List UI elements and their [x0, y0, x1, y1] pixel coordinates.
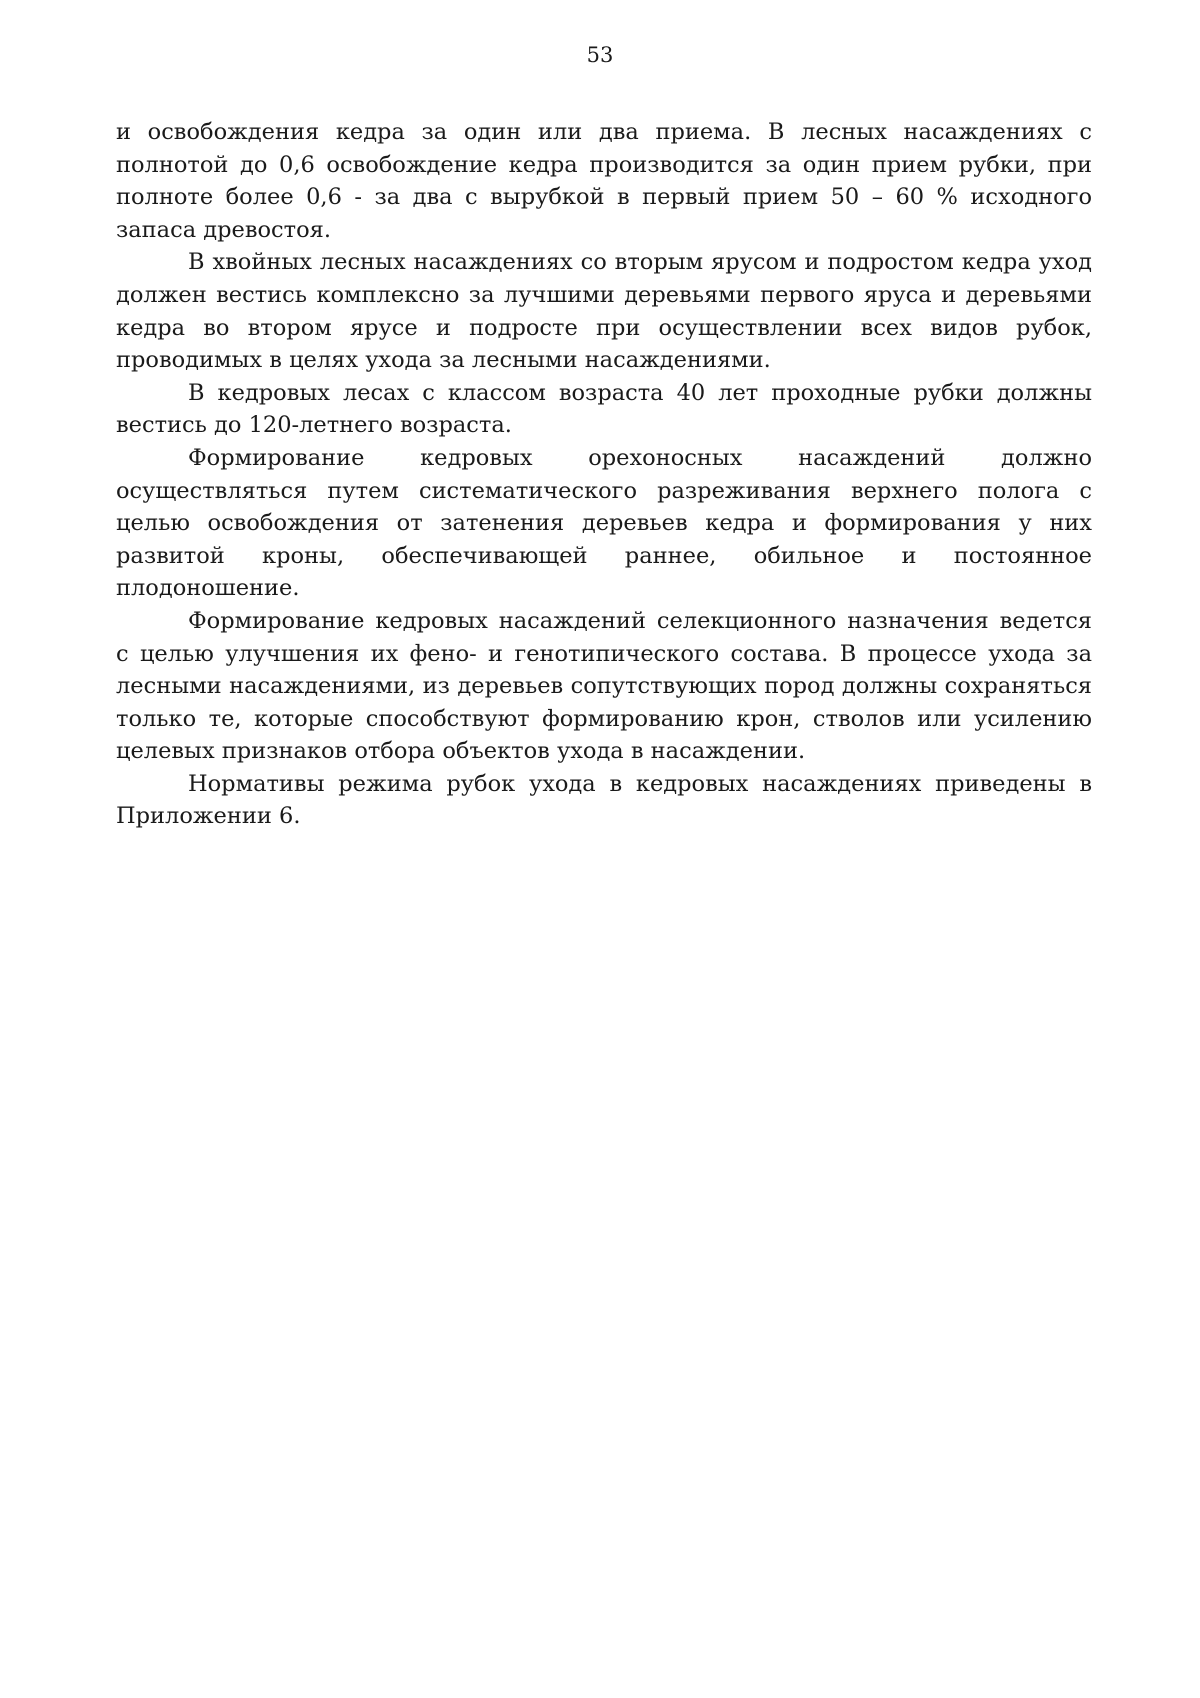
paragraph-coniferous-second-tier: В хвойных лесных насаждениях со вторым ярусом и подростом кедра уход должен вестись комплексно за лучшими деревьями первого яруса и деревьями кедра во втором ярусе и подросте при осуществлении всех видов рубок, проводимых в целях ухода за лесными насаждениями. [116, 249, 1092, 374]
paragraph-appendix-reference: Нормативы режима рубок ухода в кедровых насаждениях приведены в Приложении 6. [116, 770, 1092, 830]
paragraph-thinning-age: В кедровых лесах с классом возраста 40 лет проходные рубки должны вестись до 120-летнего возраста. [116, 379, 1092, 439]
paragraph-continuation: и освобождения кедра за один или два приема. В лесных насаждениях с полнотой до 0,6 освобождение кедра производится за один прием рубки, при полноте более 0,6 - за два с вырубкой в первый прием 50 – 60 % исходного запаса древостоя. [116, 119, 1092, 243]
document-body [116, 116, 1092, 833]
page-number: 53 [586, 43, 614, 67]
paragraph-selection-purpose: Формирование кедровых насаждений селекционного назначения ведется с целью улучшения их фено- и генотипического состава. В процессе ухода за лесными насаждениями, из деревьев сопутствующих пород должны сохраняться только те, которые способствуют формированию крон, стволов или усилению целевых признаков отбора объектов ухода в насаждении. [116, 607, 1092, 765]
paragraph-nut-bearing-formation: Формирование кедровых орехоносных насаждений должно осуществляться путем систематического разреживания верхнего полога с целью освобождения от затенения деревьев кедра и формирования у них развитой кроны, обеспечивающей раннее, обильное и постоянное плодоношение. [116, 444, 1092, 602]
